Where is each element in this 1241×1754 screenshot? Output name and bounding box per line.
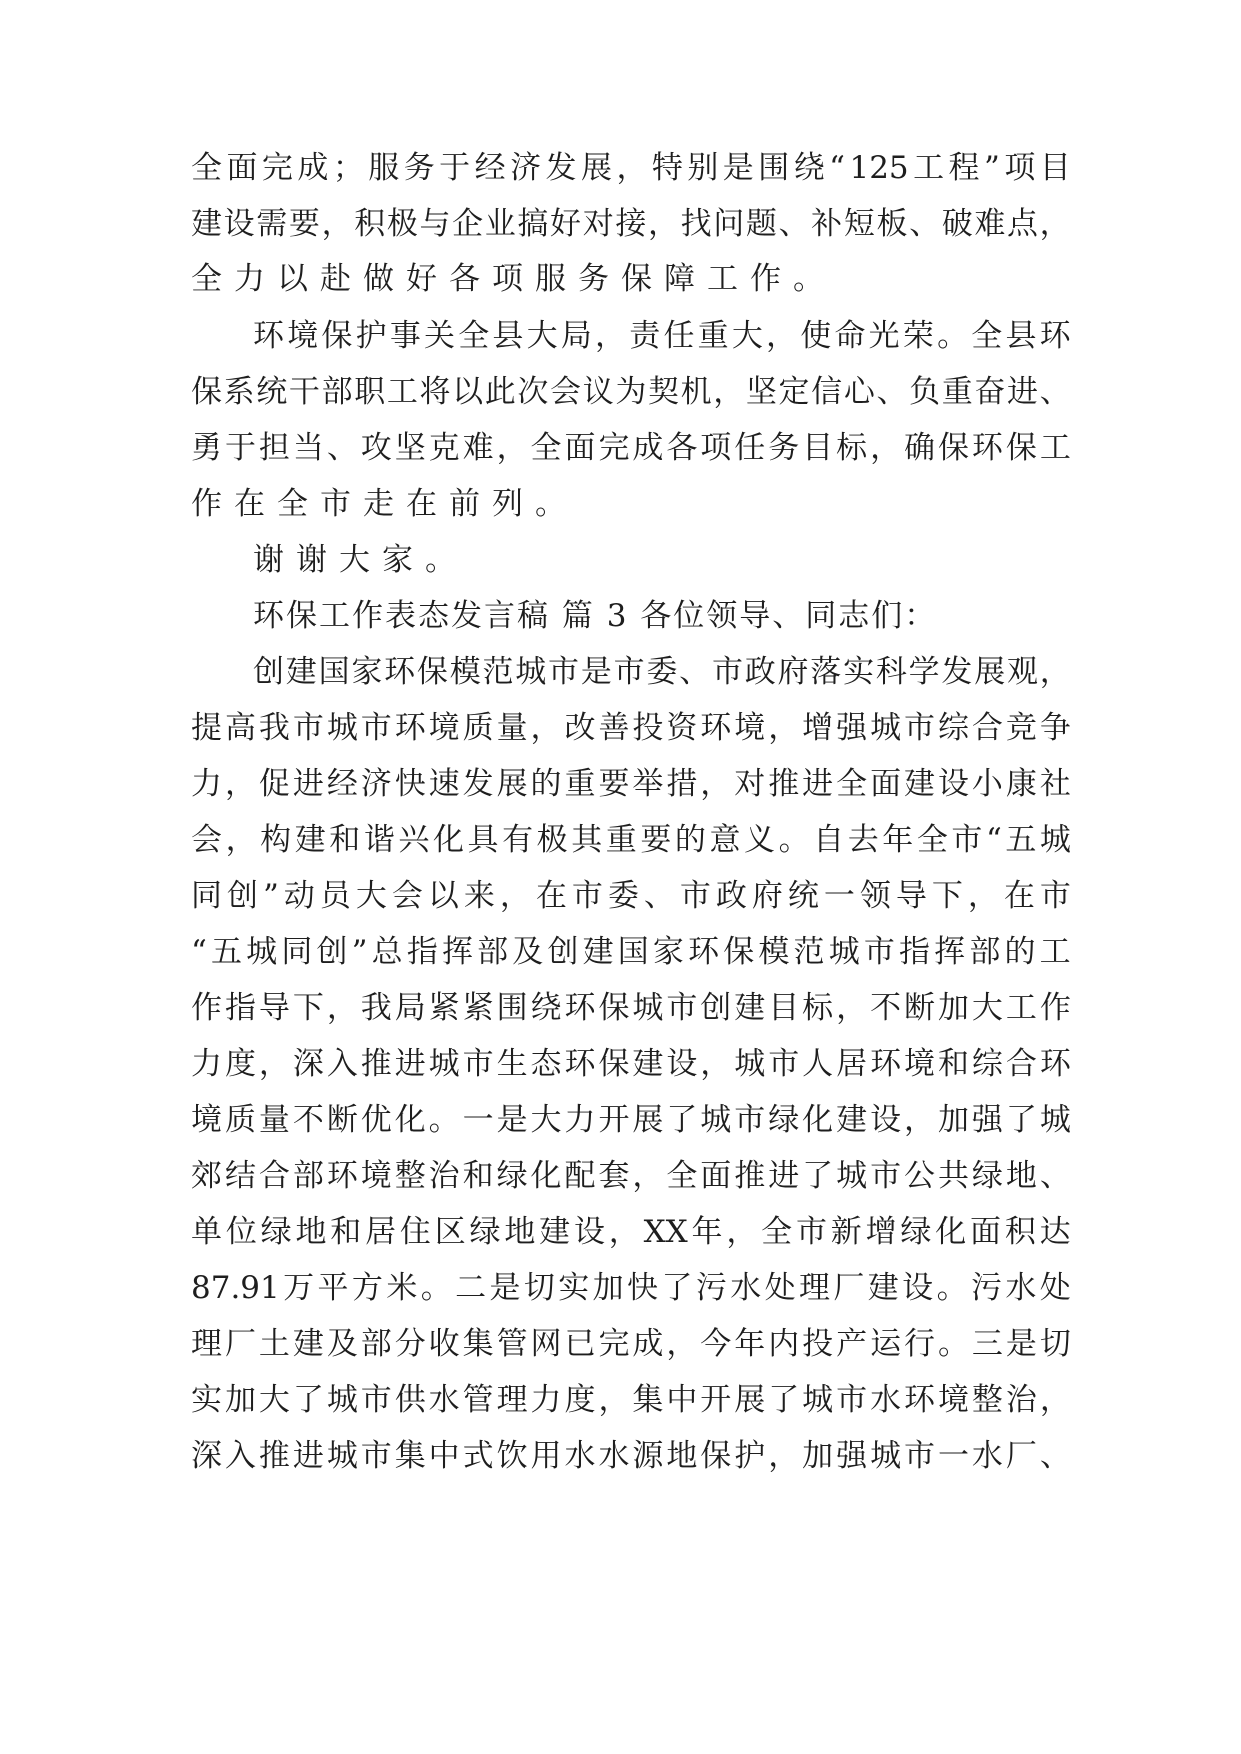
- text-line: 深 入 推 进 城 市 集 中 式 饮 用 水 水 源 地 保 护 ， 加 强 城 市 一 水 厂 、: [191, 1438, 1071, 1474]
- text-line: 环 境 保 护 事 关 全 县 大 局 ， 责 任 重 大 ， 使 命 光 荣 。 全 县 环: [253, 318, 1071, 354]
- text-line: 谢谢大家。: [253, 542, 468, 578]
- text-line: 勇 于 担 当 、 攻 坚 克 难 ， 全 面 完 成 各 项 任 务 目 标 ， 确 保 环 保 工: [191, 430, 1071, 466]
- text-line: “ 五 城 同 创 ” 总 指 挥 部 及 创 建 国 家 环 保 模 范 城 市 指 挥 部 的 工: [191, 934, 1071, 970]
- text-line: 环保工作表态发言稿 篇 3 各位领导、同志们：: [253, 598, 938, 634]
- text-line: 同 创 ” 动 员 大 会 以 来 ， 在 市 委 、 市 政 府 统 一 领 导 下 ， 在 市: [191, 878, 1071, 914]
- text-line: 理 厂 土 建 及 部 分 收 集 管 网 已 完 成 ， 今 年 内 投 产 运 行 。 三 是 切: [191, 1326, 1071, 1362]
- text-line: 作 指 导 下 ， 我 局 紧 紧 围 绕 环 保 城 市 创 建 目 标 ， 不 断 加 大 工 作: [191, 990, 1071, 1026]
- text-line: 力 ， 促 进 经 济 快 速 发 展 的 重 要 举 措 ， 对 推 进 全 面 建 设 小 康 社: [191, 766, 1071, 802]
- text-line: 全 面 完 成 ； 服 务 于 经 济 发 展 ， 特 别 是 围 绕 “ 125 工 程 ” 项 目: [191, 150, 1071, 186]
- text-line: 力 度 ， 深 入 推 进 城 市 生 态 环 保 建 设 ， 城 市 人 居 环 境 和 综 合 环: [191, 1046, 1071, 1082]
- text-line: 会 ， 构 建 和 谐 兴 化 具 有 极 其 重 要 的 意 义 。 自 去 年 全 市 “ 五 城: [191, 822, 1071, 858]
- text-line: 境 质 量 不 断 优 化 。 一 是 大 力 开 展 了 城 市 绿 化 建 设 ， 加 强 了 城: [191, 1102, 1071, 1138]
- text-line: 87.91 万 平 方 米 。 二 是 切 实 加 快 了 污 水 处 理 厂 建 设 。 污 水 处: [191, 1270, 1071, 1306]
- text-line: 作在全市走在前列。: [191, 486, 578, 522]
- text-line: 单 位 绿 地 和 居 住 区 绿 地 建 设 ， XX 年 ， 全 市 新 增 绿 化 面 积 达: [191, 1214, 1071, 1250]
- text-line: 郊 结 合 部 环 境 整 治 和 绿 化 配 套 ， 全 面 推 进 了 城 市 公 共 绿 地 、: [191, 1158, 1071, 1194]
- text-line: 全力以赴做好各项服务保障工作。: [191, 261, 836, 297]
- text-line: 提 高 我 市 城 市 环 境 质 量 ， 改 善 投 资 环 境 ， 增 强 城 市 综 合 竞 争: [191, 710, 1071, 746]
- text-line: 建 设 需 要 ， 积 极 与 企 业 搞 好 对 接 ， 找 问 题 、 补 短 板 、 破 难 点 ，: [191, 206, 1071, 242]
- text-line: 实 加 大 了 城 市 供 水 管 理 力 度 ， 集 中 开 展 了 城 市 水 环 境 整 治 ，: [191, 1382, 1071, 1418]
- text-line: 创 建 国 家 环 保 模 范 城 市 是 市 委 、 市 政 府 落 实 科 学 发 展 观 ，: [253, 654, 1071, 690]
- text-line: 保 系 统 干 部 职 工 将 以 此 次 会 议 为 契 机 ， 坚 定 信 心 、 负 重 奋 进 、: [191, 374, 1071, 410]
